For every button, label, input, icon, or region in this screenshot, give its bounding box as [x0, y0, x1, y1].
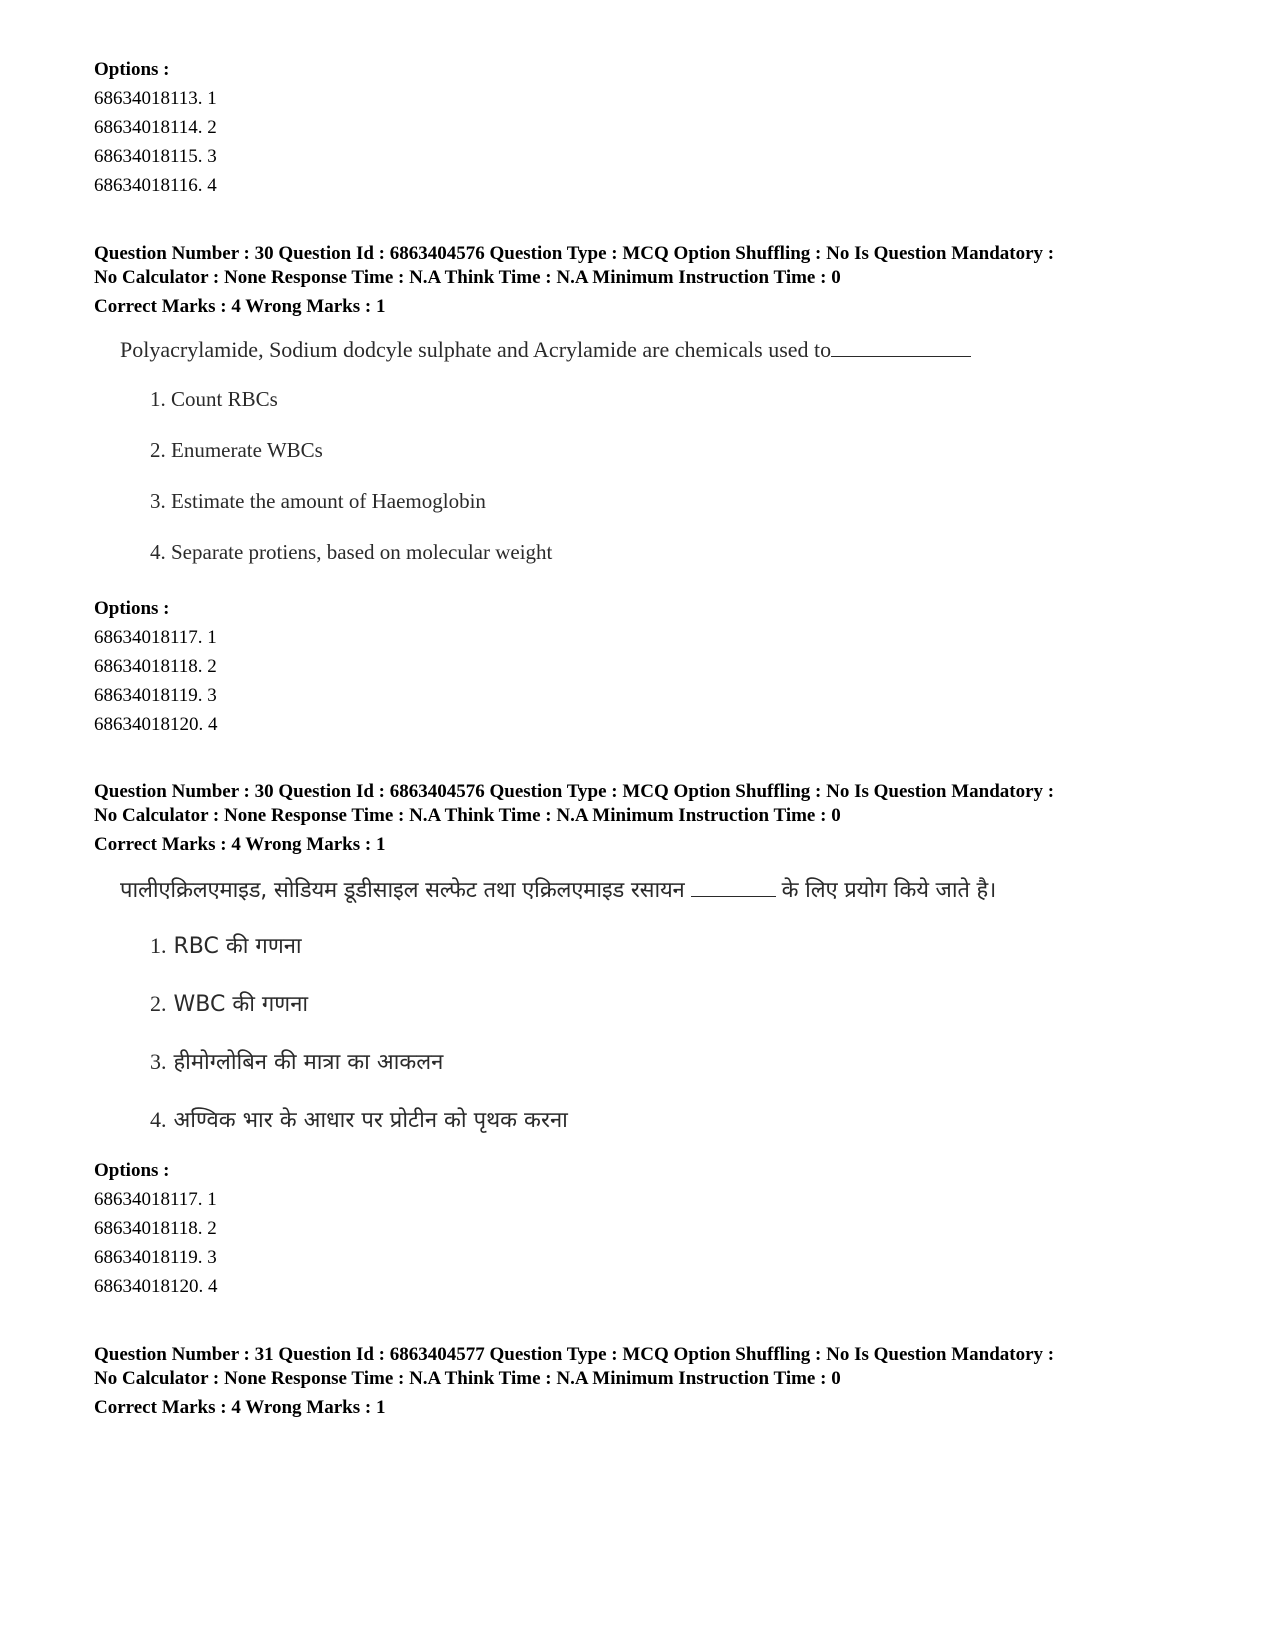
- question-meta-line-1: Question Number : 30 Question Id : 6863404576 Question Type : MCQ Option Shuffling : No Is Question Mandatory :: [94, 243, 1055, 264]
- option-item: 68634018115. 3: [94, 146, 217, 167]
- options-block: [94, 595, 1215, 739]
- answer-blank: [691, 876, 776, 897]
- option-item: 68634018119. 3: [94, 685, 217, 706]
- choice-text: RBC की गणना: [173, 934, 302, 959]
- choice-item: 2. Enumerate WBCs: [150, 438, 323, 462]
- question-meta-line-1: Question Number : 31 Question Id : 6863404577 Question Type : MCQ Option Shuffling : No Is Question Mandatory :: [94, 1344, 1055, 1365]
- option-item: 68634018118. 2: [94, 656, 217, 677]
- question-body-hindi: [120, 874, 1215, 1134]
- question-marks: Correct Marks : 4 Wrong Marks : 1: [94, 296, 386, 317]
- question-stem-before: पालीएक्रिलएमाइड, सोडियम डूडीसाइल सल्फेट तथा एक्रिलएमाइड रसायन: [120, 878, 685, 903]
- question-header: [94, 242, 1215, 319]
- question-meta-line-2: No Calculator : None Response Time : N.A Think Time : N.A Minimum Instruction Time : 0: [94, 1368, 841, 1389]
- answer-blank: [831, 336, 971, 357]
- question-stem: [120, 336, 1215, 363]
- question-meta-line-1: Question Number : 30 Question Id : 6863404576 Question Type : MCQ Option Shuffling : No Is Question Mandatory :: [94, 781, 1055, 802]
- choice-text: हीमोग्लोबिन की मात्रा का आकलन: [173, 1050, 444, 1075]
- question-header: [94, 780, 1215, 857]
- options-title: Options :: [94, 59, 170, 80]
- question-meta-line-2: No Calculator : None Response Time : N.A Think Time : N.A Minimum Instruction Time : 0: [94, 805, 841, 826]
- choice-item: [150, 1104, 1215, 1134]
- question-marks: Correct Marks : 4 Wrong Marks : 1: [94, 834, 386, 855]
- question-meta-line-2: No Calculator : None Response Time : N.A Think Time : N.A Minimum Instruction Time : 0: [94, 267, 841, 288]
- question-stem-text: Polyacrylamide, Sodium dodcyle sulphate and Acrylamide are chemicals used to: [120, 337, 832, 362]
- question-body: [120, 336, 1215, 565]
- question-stem-after: के लिए प्रयोग किये जाते है।: [781, 878, 997, 903]
- choice-item: 1. Count RBCs: [150, 387, 278, 411]
- option-item: 68634018119. 3: [94, 1247, 217, 1268]
- option-item: 68634018117. 1: [94, 1189, 217, 1210]
- options-block: [94, 1157, 1215, 1301]
- options-title: Options :: [94, 598, 170, 619]
- choice-item: [150, 930, 1215, 960]
- option-item: 68634018116. 4: [94, 175, 217, 196]
- option-item: 68634018118. 2: [94, 1218, 217, 1239]
- question-stem: [120, 874, 1215, 904]
- options-title: Options :: [94, 1160, 170, 1181]
- option-item: 68634018120. 4: [94, 1276, 218, 1297]
- option-item: 68634018117. 1: [94, 627, 217, 648]
- choice-number: 4.: [150, 1107, 167, 1132]
- question-marks: Correct Marks : 4 Wrong Marks : 1: [94, 1397, 386, 1418]
- option-item: 68634018114. 2: [94, 117, 217, 138]
- choice-text: अण्विक भार के आधार पर प्रोटीन को पृथक करना: [173, 1108, 568, 1133]
- choice-text: WBC की गणना: [173, 992, 309, 1017]
- option-item: 68634018113. 1: [94, 88, 217, 109]
- choice-number: 3.: [150, 1049, 167, 1074]
- choice-item: 4. Separate protiens, based on molecular weight: [150, 540, 553, 564]
- choice-item: [150, 1046, 1215, 1076]
- option-item: 68634018120. 4: [94, 714, 218, 735]
- choice-item: [150, 988, 1215, 1018]
- choice-item: 3. Estimate the amount of Haemoglobin: [150, 489, 486, 513]
- options-block-top: [94, 56, 1215, 200]
- choice-number: 1.: [150, 933, 167, 958]
- choice-number: 2.: [150, 991, 167, 1016]
- question-header: [94, 1343, 1215, 1420]
